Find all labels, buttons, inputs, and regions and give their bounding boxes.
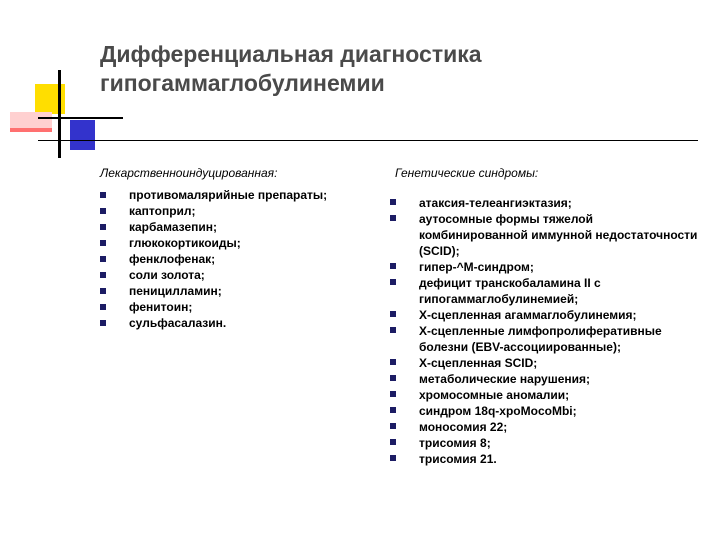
bullet-icon (100, 256, 106, 262)
decor-blue-square (70, 120, 95, 150)
list-item (390, 371, 700, 387)
list-item-text: Х-сцепленная агаммаглобулинемия; (419, 308, 637, 322)
list-item (100, 251, 390, 267)
list-item (390, 403, 700, 419)
list-item-text: соли золота; (129, 268, 205, 282)
bullet-icon (390, 199, 396, 205)
list-item (100, 267, 390, 283)
right-column-heading: Генетические синдромы: (395, 166, 539, 180)
bullet-icon (100, 320, 106, 326)
list-item (390, 275, 700, 307)
list-item (100, 187, 390, 203)
list-item (100, 315, 390, 331)
list-item (100, 299, 390, 315)
genetic-syndromes-list (390, 195, 700, 467)
bullet-icon (390, 279, 396, 285)
list-item (100, 283, 390, 299)
left-column-heading: Лекарственноиндуцированная: (100, 166, 278, 180)
list-item (390, 355, 700, 371)
bullet-icon (100, 304, 106, 310)
list-item-text: глюкокортикоиды; (129, 236, 241, 250)
list-item (390, 435, 700, 451)
slide-title-line1: Дифференциальная диагностика (100, 41, 482, 67)
decor-short-line (38, 117, 123, 119)
list-item-text: Х-сцепленная SCID; (419, 356, 538, 370)
list-item (390, 195, 700, 211)
list-item-text: моносомия 22; (419, 420, 508, 434)
list-item-text: атаксия-телеангиэктазия; (419, 196, 572, 210)
list-item-text: фенитоин; (129, 300, 193, 314)
list-item-text: фенклофенак; (129, 252, 216, 266)
bullet-icon (390, 263, 396, 269)
list-item (100, 203, 390, 219)
bullet-icon (390, 311, 396, 317)
list-item-text: синдром 18q-хроMocoMbi; (419, 404, 577, 418)
list-item-text: дефицит транскобаламина II с гипогаммаглобулинемией; (419, 276, 601, 306)
list-item-text: каптоприл; (129, 204, 196, 218)
bullet-icon (390, 423, 396, 429)
list-item-text: хромосомные аномалии; (419, 388, 570, 402)
list-item (390, 419, 700, 435)
list-item-text: трисомия 21. (419, 452, 497, 466)
list-item (390, 211, 700, 259)
list-item-text: Х-сцепленные лимфопролиферативные болезни (EBV-ассоциированные); (419, 324, 662, 354)
list-item (390, 307, 700, 323)
slide-title-line2: гипогаммаглобулинемии (100, 70, 385, 96)
list-item-text: трисомия 8; (419, 436, 491, 450)
decor-red-bar (10, 112, 52, 132)
bullet-icon (390, 375, 396, 381)
decor-horizontal-line (38, 140, 698, 141)
list-item-text: гипер-^M-синдром; (419, 260, 534, 274)
list-item-text: метаболические нарушения; (419, 372, 590, 386)
list-item (390, 323, 700, 355)
bullet-icon (100, 192, 106, 198)
list-item (100, 219, 390, 235)
bullet-icon (390, 359, 396, 365)
bullet-icon (390, 455, 396, 461)
bullet-icon (390, 407, 396, 413)
bullet-icon (390, 391, 396, 397)
list-item-text: сульфасалазин. (129, 316, 227, 330)
list-item (390, 387, 700, 403)
list-item-text: аутосомные формы тяжелой комбинированной иммунной недостаточности (SCID); (419, 212, 698, 258)
bullet-icon (100, 288, 106, 294)
drug-induced-list (100, 187, 390, 331)
list-item (390, 451, 700, 467)
bullet-icon (390, 439, 396, 445)
bullet-icon (100, 208, 106, 214)
decor-vertical-line (58, 70, 61, 158)
bullet-icon (100, 240, 106, 246)
list-item (390, 259, 700, 275)
list-item-text: противомалярийные препараты; (129, 188, 328, 202)
bullet-icon (100, 272, 106, 278)
list-item (100, 235, 390, 251)
bullet-icon (390, 215, 396, 221)
slide-title (100, 40, 660, 98)
bullet-icon (100, 224, 106, 230)
list-item-text: карбамазепин; (129, 220, 217, 234)
bullet-icon (390, 327, 396, 333)
list-item-text: пеницилламин; (129, 284, 222, 298)
